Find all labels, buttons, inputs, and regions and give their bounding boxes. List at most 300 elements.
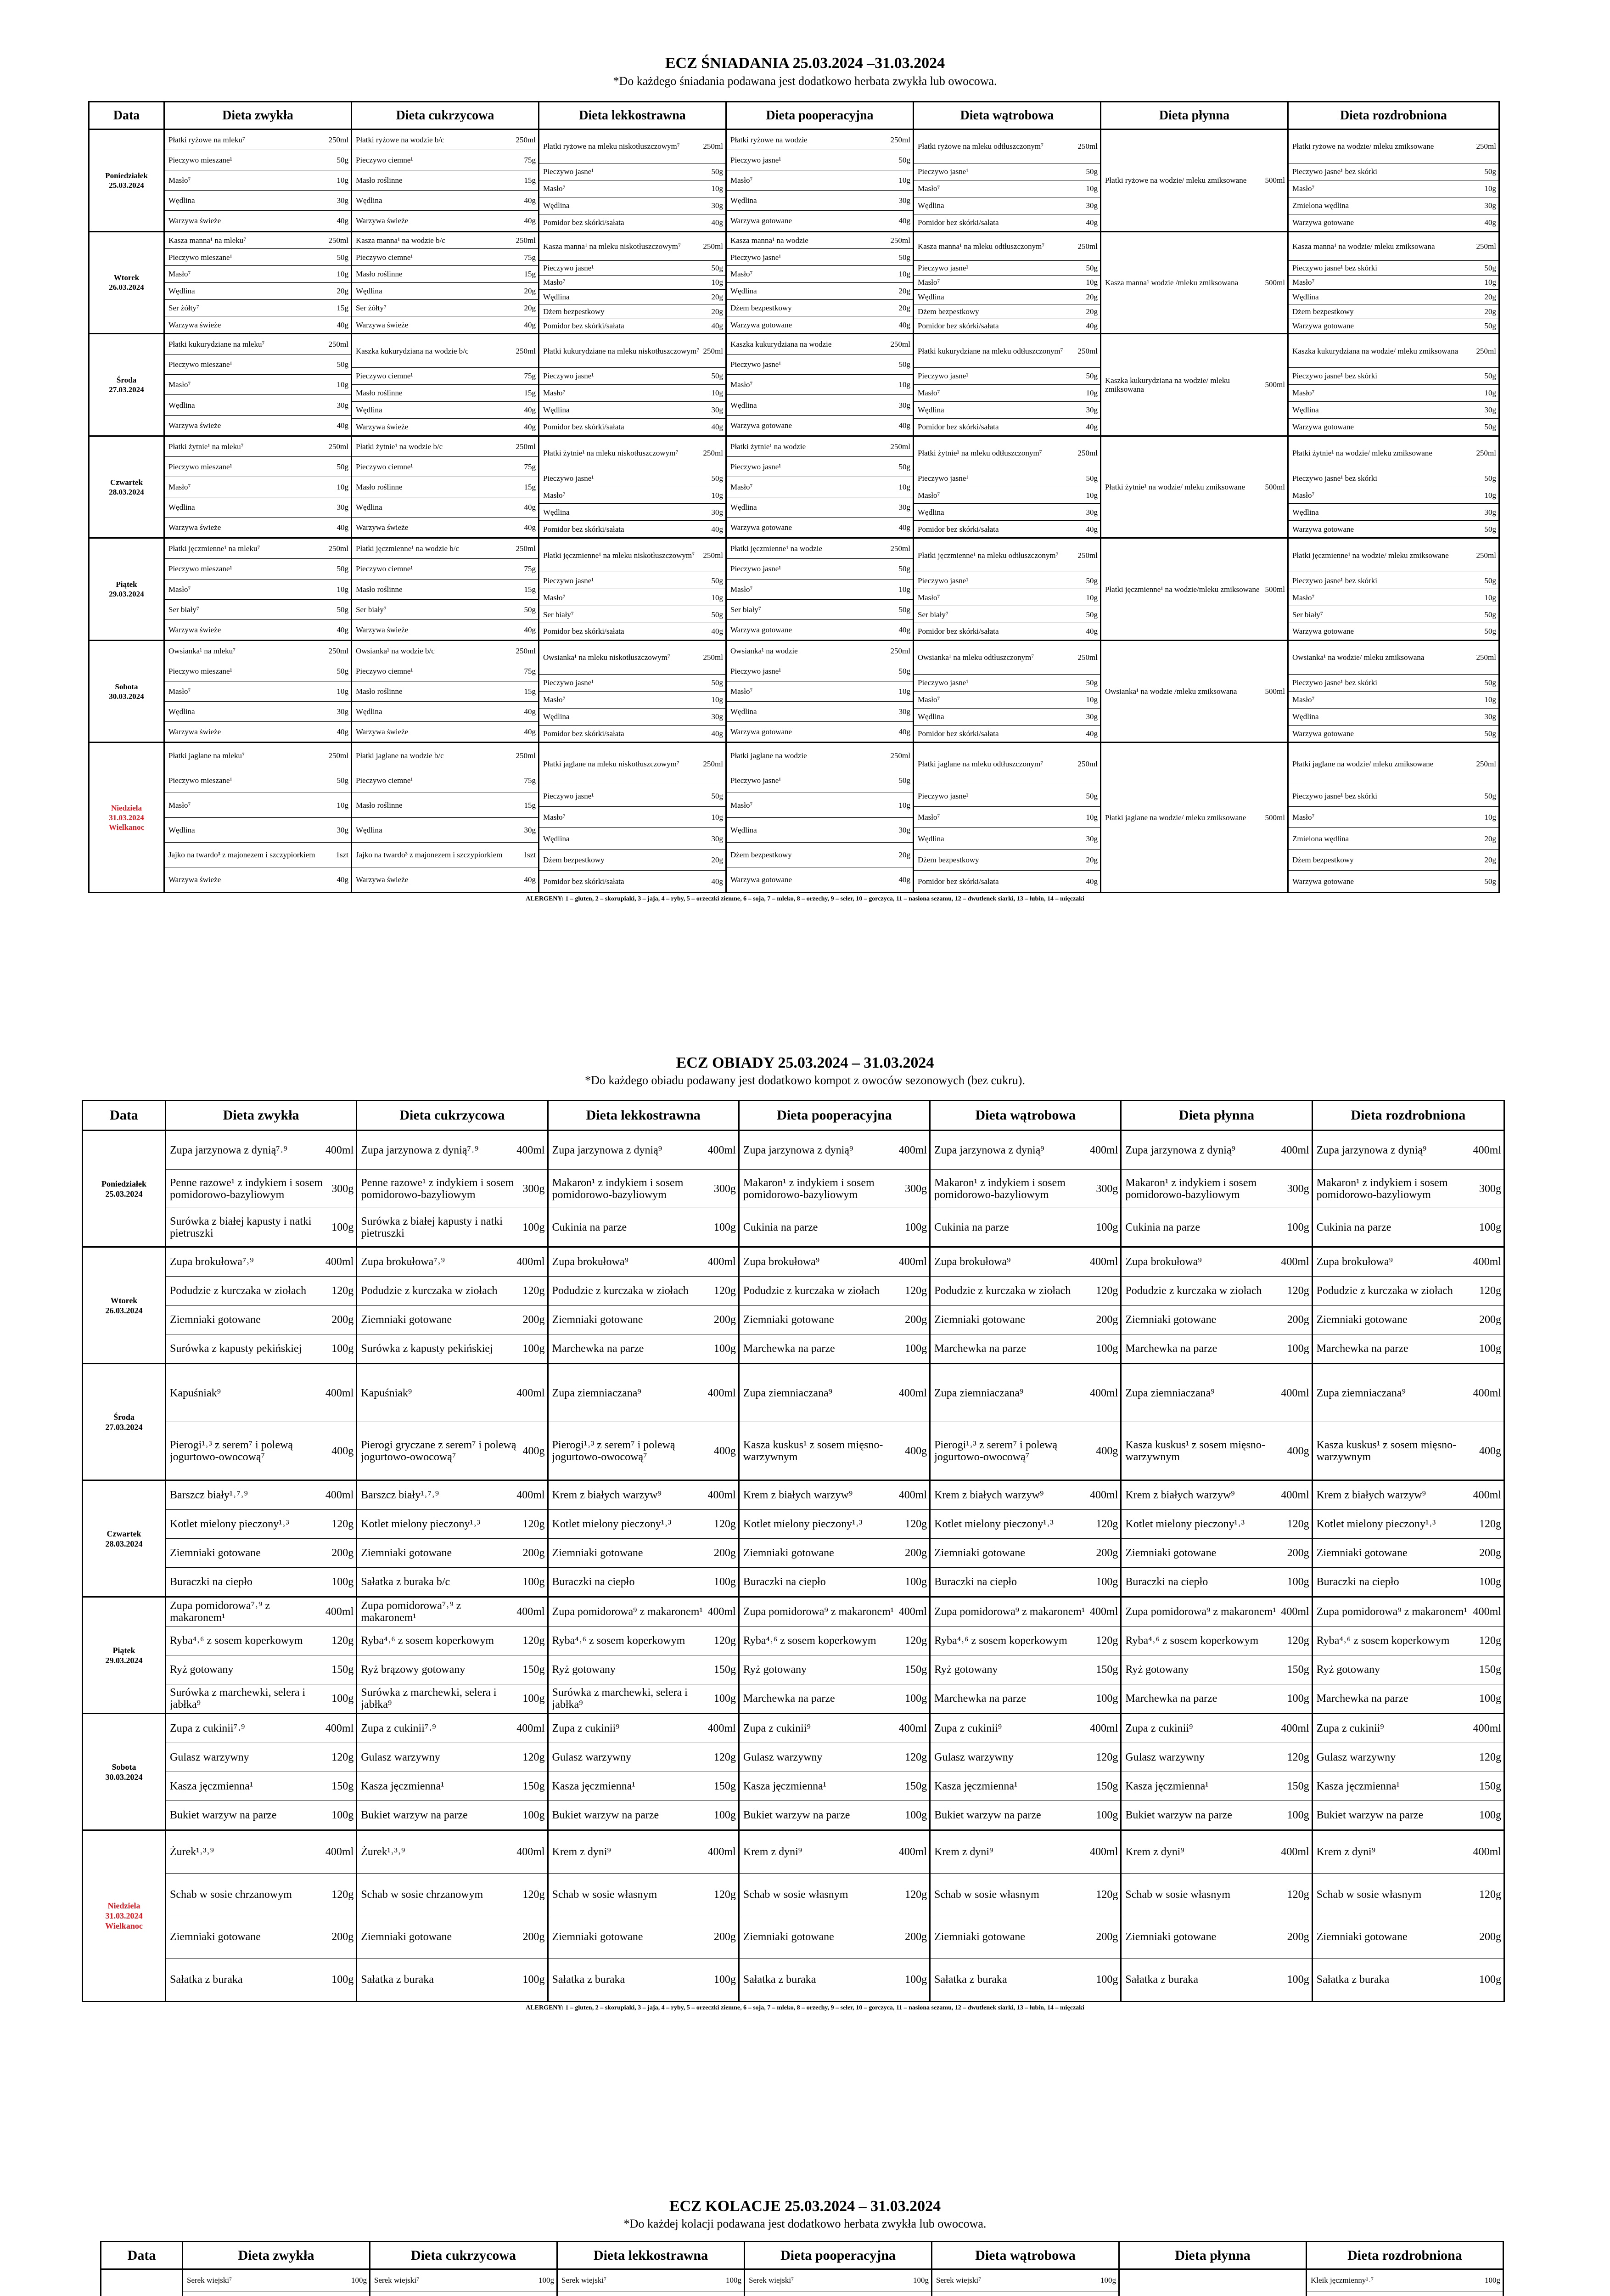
menu-item bbox=[549, 1305, 738, 1334]
dish-name: Dżem bezpestkowy bbox=[1292, 855, 1354, 865]
dish-name: Krem z białych warzyw⁹ bbox=[1125, 1489, 1235, 1501]
day-date: 28.03.2024 bbox=[109, 487, 144, 496]
dish-name: Barszcz biały¹˒⁷˒⁹ bbox=[169, 1489, 248, 1501]
dish-portion: 10g bbox=[898, 483, 910, 491]
dish-name: Kasza kuskus¹ z sosem mięsno-warzywnym bbox=[743, 1439, 883, 1463]
dish-name: Gulasz warzywny bbox=[1125, 1751, 1205, 1763]
dish-name: Zupa brokułowa⁹ bbox=[552, 1256, 628, 1268]
menu-cell-zwykla bbox=[164, 436, 352, 538]
menu-item bbox=[1289, 304, 1498, 319]
dish-portion: 20g bbox=[1484, 855, 1496, 865]
menu-cell-cukrzycowa bbox=[352, 436, 539, 538]
dish-portion: 400ml bbox=[898, 1489, 927, 1501]
dish-name: Masło⁷ bbox=[918, 491, 940, 500]
dish-name: Warzywa świeże bbox=[168, 320, 221, 329]
menu-item bbox=[165, 437, 351, 456]
menu-item bbox=[740, 1772, 929, 1801]
dish-portion: 250ml bbox=[703, 242, 723, 251]
menu-item-list bbox=[1289, 641, 1498, 742]
dish-portion: 15g bbox=[337, 304, 348, 313]
menu-item bbox=[165, 415, 351, 435]
menu-item-list bbox=[539, 539, 725, 640]
dish-name: Pieczywo jasne¹ bbox=[918, 474, 969, 483]
dish-name: Masło⁷ bbox=[730, 687, 753, 696]
day-cell bbox=[89, 129, 164, 232]
dish-portion: 250ml bbox=[1077, 760, 1098, 769]
dish-name: Kapuśniak⁹ bbox=[169, 1387, 221, 1399]
menu-item bbox=[357, 1801, 547, 1829]
menu-item bbox=[549, 1131, 738, 1169]
dish-name: Masło⁷ bbox=[168, 585, 191, 594]
menu-item-list bbox=[1313, 1714, 1503, 1829]
menu-item-list bbox=[357, 1831, 547, 2001]
dish-portion: 500ml bbox=[1265, 687, 1285, 696]
menu-item bbox=[1289, 163, 1498, 180]
menu-item bbox=[352, 701, 538, 721]
dish-portion: 15g bbox=[524, 687, 536, 696]
dish-name: Masło⁷ bbox=[1292, 813, 1315, 822]
dish-portion: 120g bbox=[1287, 1888, 1309, 1901]
dish-portion: 120g bbox=[1287, 1635, 1309, 1647]
menu-cell-plynna bbox=[1121, 1131, 1312, 1247]
menu-cell-cukrzycowa bbox=[357, 1131, 548, 1247]
menu-cell-cukrzycowa bbox=[352, 129, 539, 232]
dish-portion: 100g bbox=[905, 1576, 927, 1588]
menu-cell-zwykla bbox=[165, 1131, 356, 1247]
dish-portion: 40g bbox=[711, 218, 723, 227]
dish-portion: 100g bbox=[331, 1974, 354, 1986]
menu-item bbox=[352, 265, 538, 282]
dish-name: Pieczywo ciemne¹ bbox=[356, 371, 413, 381]
menu-item bbox=[1122, 1684, 1311, 1713]
dish-name: Kasza kuskus¹ z sosem mięsno-warzywnym bbox=[1316, 1439, 1457, 1463]
dish-portion: 150g bbox=[331, 1664, 354, 1676]
dish-portion: 400ml bbox=[1473, 1489, 1501, 1501]
menu-cell-zwykla bbox=[165, 1597, 356, 1714]
day-date: 26.03.2024 bbox=[109, 283, 144, 292]
menu-item bbox=[1289, 418, 1498, 435]
dish-name: Pieczywo jasne¹ bbox=[543, 474, 594, 483]
menu-cell-cukrzycowa bbox=[357, 1364, 548, 1480]
dish-name: Podudzie z kurczaka w ziołach bbox=[1316, 1285, 1453, 1297]
menu-item bbox=[1101, 641, 1287, 742]
dish-name: Bukiet warzyw na parze bbox=[743, 1809, 850, 1821]
dish-name: Gulasz warzywny bbox=[743, 1751, 823, 1763]
menu-item bbox=[1289, 437, 1498, 470]
dish-name: Makaron¹ z indykiem i sosem pomidorowo-bazyliowym bbox=[1316, 1176, 1448, 1201]
menu-cell-pooperacyjna bbox=[726, 129, 914, 232]
menu-item bbox=[727, 497, 913, 517]
dish-name: Bukiet warzyw na parze bbox=[552, 1809, 659, 1821]
dish-portion: 100g bbox=[726, 2276, 741, 2285]
dish-name: Masło⁷ bbox=[918, 388, 940, 398]
dish-portion: 250ml bbox=[890, 442, 910, 451]
menu-cell-lekkostrawna bbox=[539, 743, 726, 893]
menu-item bbox=[931, 1714, 1120, 1743]
dish-portion: 400ml bbox=[516, 1846, 545, 1858]
dish-name: Pomidor bez skórki/sałata bbox=[543, 422, 624, 432]
dish-portion: 40g bbox=[711, 729, 723, 738]
menu-item bbox=[549, 1481, 738, 1509]
menu-item bbox=[357, 1364, 547, 1422]
header-dieta-cukrzycowa: Dieta cukrzycowa bbox=[370, 2242, 557, 2269]
dish-name: Owsianka¹ na wodzie bbox=[730, 646, 798, 655]
dish-name: Pierogi¹˒³ z serem⁷ i polewą jogurtowo-owocową⁷ bbox=[552, 1439, 675, 1463]
menu-item bbox=[914, 163, 1100, 180]
dish-name: Wędlina bbox=[168, 503, 195, 512]
dish-name: Bukiet warzyw na parze bbox=[361, 1809, 468, 1821]
dish-name: Marchewka na parze bbox=[743, 1693, 835, 1705]
dish-name: Masło⁷ bbox=[543, 184, 566, 193]
menu-item bbox=[914, 401, 1100, 418]
day-date: 31.03.2024 bbox=[105, 1911, 143, 1920]
menu-item-list bbox=[1122, 1598, 1311, 1713]
menu-item bbox=[549, 1248, 738, 1276]
dish-name: Pomidor bez skórki/sałata bbox=[918, 524, 999, 534]
header-row bbox=[89, 102, 1499, 129]
dish-portion: 400ml bbox=[898, 1387, 927, 1399]
menu-cell-plynna bbox=[1119, 2269, 1307, 2296]
menu-item bbox=[740, 1655, 929, 1684]
dish-portion: 30g bbox=[1086, 712, 1098, 721]
dish-portion: 20g bbox=[524, 287, 536, 296]
dish-name: Ziemniaki gotowane bbox=[743, 1547, 834, 1559]
dish-portion: 120g bbox=[522, 1285, 545, 1297]
menu-item bbox=[165, 661, 351, 681]
menu-item-list bbox=[183, 2270, 369, 2296]
dish-name: Masło roślinne bbox=[356, 800, 403, 810]
dish-name: Marchewka na parze bbox=[934, 1693, 1026, 1705]
dish-name: Gulasz warzywny bbox=[169, 1751, 249, 1763]
dish-portion: 250ml bbox=[516, 442, 536, 451]
dish-portion: 250ml bbox=[1476, 346, 1496, 355]
menu-item bbox=[549, 1714, 738, 1743]
menu-item bbox=[914, 725, 1100, 742]
dish-portion: 250ml bbox=[516, 544, 536, 553]
dish-portion: 100g bbox=[713, 1221, 736, 1233]
dish-portion: 400ml bbox=[707, 1722, 736, 1734]
day-cell bbox=[83, 1131, 166, 1247]
dish-name: Zupa jarzynowa z dynią⁹ bbox=[552, 1144, 662, 1156]
menu-item bbox=[357, 1248, 547, 1276]
menu-item-list bbox=[549, 1364, 738, 1480]
menu-item bbox=[727, 558, 913, 579]
dish-portion: 250ml bbox=[1077, 242, 1098, 251]
menu-item bbox=[931, 1481, 1120, 1509]
dish-name: Buraczki na ciepło bbox=[1316, 1576, 1399, 1588]
header-dieta-zwykla: Dieta zwykła bbox=[164, 102, 352, 129]
menu-item-list bbox=[352, 539, 538, 640]
dish-name: Sałatka z buraka bbox=[934, 1974, 1007, 1986]
dish-portion: 20g bbox=[1086, 855, 1098, 865]
dish-portion: 400ml bbox=[1281, 1606, 1309, 1618]
dish-name: Makaron¹ z indykiem i sosem pomidorowo-bazyliowym bbox=[1125, 1176, 1257, 1201]
day-name: Piątek bbox=[112, 1645, 135, 1655]
dish-portion: 10g bbox=[898, 800, 910, 810]
dish-portion: 40g bbox=[898, 625, 910, 634]
day-row bbox=[101, 2269, 1503, 2296]
dish-name: Dżem bezpestkowy bbox=[1292, 307, 1354, 316]
dish-portion: 400ml bbox=[1281, 1144, 1309, 1156]
menu-item bbox=[352, 842, 538, 867]
menu-item bbox=[1122, 1598, 1311, 1626]
menu-item bbox=[1313, 1169, 1503, 1208]
menu-item bbox=[1289, 539, 1498, 572]
dish-portion: 400ml bbox=[707, 1256, 736, 1268]
menu-item-list bbox=[1101, 334, 1287, 435]
menu-item bbox=[352, 130, 538, 150]
menu-item bbox=[165, 477, 351, 497]
dish-portion: 100g bbox=[331, 1576, 354, 1588]
menu-item bbox=[165, 170, 351, 190]
dish-portion: 500ml bbox=[1265, 813, 1285, 822]
dish-name: Kasza manna¹ na mleku⁷ bbox=[168, 236, 247, 245]
menu-item bbox=[165, 619, 351, 640]
menu-cell-watrobowa bbox=[930, 1714, 1121, 1830]
dish-name: Krem z dyni⁹ bbox=[1316, 1846, 1376, 1858]
dish-portion: 400ml bbox=[516, 1722, 545, 1734]
dish-name: Pieczywo jasne¹ bez skórki bbox=[1292, 167, 1377, 176]
dish-portion: 30g bbox=[1484, 507, 1496, 517]
day-cell bbox=[83, 1597, 166, 1714]
menu-item bbox=[1122, 1305, 1311, 1334]
day-cell bbox=[83, 1364, 166, 1480]
dish-name: Kotlet mielony pieczony¹˒³ bbox=[361, 1518, 480, 1530]
dish-portion: 10g bbox=[1484, 184, 1496, 193]
header-dieta-zwykla: Dieta zwykła bbox=[165, 1101, 356, 1131]
dish-name: Pieczywo jasne¹ bbox=[543, 678, 594, 687]
menu-cell-pooperacyjna bbox=[739, 1364, 930, 1480]
menu-item-list bbox=[166, 1714, 356, 1829]
menu-cell-zwykla bbox=[165, 1480, 356, 1597]
menu-item bbox=[352, 768, 538, 793]
dish-name: Zupa brokułowa⁹ bbox=[934, 1256, 1011, 1268]
menu-item bbox=[539, 708, 725, 725]
menu-item-list bbox=[549, 1248, 738, 1363]
dish-name: Podudzie z kurczaka w ziołach bbox=[169, 1285, 307, 1297]
dish-portion: 100g bbox=[1287, 1809, 1309, 1821]
dish-name: Cukinia na parze bbox=[743, 1221, 818, 1233]
dish-name: Pieczywo jasne¹ bez skórki bbox=[1292, 791, 1377, 800]
dish-name: Zupa pomidorowa⁹ z makaronem¹ bbox=[1125, 1606, 1276, 1618]
menu-item-list bbox=[1101, 641, 1287, 742]
dish-portion: 150g bbox=[1479, 1780, 1501, 1792]
menu-item bbox=[727, 619, 913, 640]
day-name: Sobota bbox=[112, 1762, 136, 1772]
dish-name: Pieczywo jasne¹ bbox=[730, 667, 781, 676]
dish-portion: 100g bbox=[713, 1809, 736, 1821]
menu-item bbox=[1313, 1684, 1503, 1713]
dish-name: Warzywa świeże bbox=[356, 875, 409, 884]
menu-item bbox=[740, 1743, 929, 1772]
dish-name: Warzywa gotowane bbox=[730, 216, 792, 225]
menu-item bbox=[352, 418, 538, 435]
dish-name: Owsianka¹ na mleku⁷ bbox=[168, 646, 236, 655]
dish-portion: 400ml bbox=[707, 1606, 736, 1618]
menu-item bbox=[931, 1743, 1120, 1772]
menu-item bbox=[539, 401, 725, 418]
menu-item bbox=[165, 842, 351, 867]
menu-cell-cukrzycowa bbox=[357, 1830, 548, 2002]
dish-name: Marchewka na parze bbox=[1316, 1343, 1408, 1355]
dish-portion: 400ml bbox=[516, 1387, 545, 1399]
menu-cell-cukrzycowa bbox=[352, 334, 539, 436]
menu-item-list bbox=[1289, 539, 1498, 640]
dish-portion: 250ml bbox=[328, 751, 348, 760]
dish-portion: 150g bbox=[713, 1780, 736, 1792]
menu-item-list bbox=[931, 1598, 1120, 1713]
menu-item bbox=[165, 394, 351, 415]
dish-portion: 300g bbox=[905, 1182, 927, 1195]
dish-portion: 250ml bbox=[890, 135, 910, 145]
menu-item-list bbox=[740, 1831, 929, 2001]
dish-portion: 30g bbox=[1086, 201, 1098, 210]
dish-portion: 400ml bbox=[516, 1606, 545, 1618]
day-cell bbox=[89, 640, 164, 743]
dish-portion: 120g bbox=[905, 1888, 927, 1901]
dish-portion: 50g bbox=[337, 776, 348, 785]
dish-portion: 200g bbox=[331, 1314, 354, 1326]
dish-portion: 20g bbox=[711, 307, 723, 316]
dish-portion: 100g bbox=[713, 1576, 736, 1588]
menu-item bbox=[549, 1743, 738, 1772]
menu-item-list bbox=[352, 437, 538, 538]
menu-item bbox=[166, 1334, 356, 1363]
dish-portion: 300g bbox=[331, 1182, 354, 1195]
dish-name: Gulasz warzywny bbox=[552, 1751, 632, 1763]
dish-name: Zupa ziemniaczana⁹ bbox=[552, 1387, 641, 1399]
menu-item bbox=[914, 289, 1100, 304]
dish-portion: 200g bbox=[905, 1931, 927, 1943]
menu-item bbox=[931, 1626, 1120, 1655]
day-row bbox=[89, 538, 1499, 641]
menu-item bbox=[740, 1626, 929, 1655]
menu-item bbox=[539, 623, 725, 640]
dish-name: Płatki jaglane na wodzie/ mleku zmiksowane bbox=[1292, 760, 1434, 769]
menu-cell-lekkostrawna bbox=[539, 640, 726, 743]
dish-portion: 400ml bbox=[516, 1256, 545, 1268]
dish-name: Wędlina bbox=[356, 405, 382, 415]
dish-portion: 10g bbox=[898, 380, 910, 389]
dish-portion: 100g bbox=[1287, 1693, 1309, 1705]
menu-cell-zwykla bbox=[164, 640, 352, 743]
dish-name: Dżem bezpestkowy bbox=[543, 307, 605, 316]
day-cell bbox=[83, 1247, 166, 1364]
menu-item bbox=[549, 1509, 738, 1538]
dish-name: Kaszka kukurydziana na wodzie b/c bbox=[356, 346, 469, 355]
dish-name: Płatki ryżowe na mleku niskotłuszczowym⁷ bbox=[543, 142, 680, 151]
dish-name: Wędlina bbox=[543, 405, 570, 415]
menu-item bbox=[740, 1131, 929, 1169]
menu-item bbox=[1289, 589, 1498, 606]
menu-item bbox=[183, 2291, 369, 2296]
menu-cell-lekkostrawna bbox=[539, 129, 726, 232]
menu-item bbox=[727, 579, 913, 599]
dish-portion: 200g bbox=[1096, 1314, 1118, 1326]
menu-item bbox=[727, 661, 913, 681]
dish-portion: 100g bbox=[1096, 1693, 1118, 1705]
menu-item bbox=[357, 1831, 547, 1873]
dish-name: Masło⁷ bbox=[918, 813, 940, 822]
menu-item bbox=[166, 1481, 356, 1509]
dish-name: Owsianka¹ na wodzie /mleku zmiksowana bbox=[1105, 687, 1237, 696]
day-name: Środa bbox=[113, 1412, 135, 1422]
dish-portion: 10g bbox=[1086, 388, 1098, 398]
dish-name: Pieczywo jasne¹ bez skórki bbox=[1292, 576, 1377, 585]
menu-item bbox=[357, 1743, 547, 1772]
dish-name: Zupa pomidorowa⁹ z makaronem¹ bbox=[743, 1606, 894, 1618]
menu-item-list bbox=[1101, 232, 1287, 333]
dish-portion: 400ml bbox=[325, 1387, 354, 1399]
dish-name: Serek wiejski⁷ bbox=[187, 2276, 232, 2285]
dish-name: Wędlina bbox=[730, 825, 757, 834]
menu-item bbox=[931, 1598, 1120, 1626]
header-dieta-cukrzycowa: Dieta cukrzycowa bbox=[352, 102, 539, 129]
menu-cell-pooperacyjna bbox=[739, 1714, 930, 1830]
dish-name: Płatki żytnie¹ na mleku odtłuszczonym⁷ bbox=[918, 449, 1042, 458]
day-cell bbox=[101, 2269, 183, 2296]
menu-item bbox=[1289, 503, 1498, 520]
menu-item bbox=[727, 210, 913, 231]
dish-portion: 250ml bbox=[516, 346, 536, 355]
dish-portion: 400ml bbox=[1281, 1846, 1309, 1858]
dish-name: Serek wiejski⁷ bbox=[749, 2276, 794, 2285]
menu-item bbox=[914, 849, 1100, 871]
menu-item bbox=[1122, 1276, 1311, 1305]
menu-cell-pooperacyjna bbox=[739, 1597, 930, 1714]
dish-portion: 500ml bbox=[1265, 380, 1285, 389]
dish-name: Warzywa gotowane bbox=[730, 523, 792, 532]
dish-name: Ziemniaki gotowane bbox=[169, 1314, 261, 1326]
dish-name: Kasza kuskus¹ z sosem mięsno-warzywnym bbox=[1125, 1439, 1265, 1463]
dish-name: Surówka z kapusty pekińskiej bbox=[361, 1343, 493, 1355]
dish-portion: 40g bbox=[337, 421, 348, 430]
dish-portion: 40g bbox=[524, 625, 536, 634]
dish-name: Wędlina bbox=[543, 712, 570, 721]
menu-item bbox=[727, 701, 913, 721]
menu-cell-plynna bbox=[1101, 538, 1288, 641]
dish-name: Schab w sosie własnym bbox=[1316, 1888, 1422, 1901]
dish-portion: 200g bbox=[1096, 1547, 1118, 1559]
dish-name: Ryba⁴˒⁶ z sosem koperkowym bbox=[934, 1635, 1067, 1647]
dish-portion: 400ml bbox=[1090, 1256, 1118, 1268]
dish-portion: 120g bbox=[1479, 1285, 1501, 1297]
dish-portion: 20g bbox=[898, 850, 910, 859]
menu-cell-lekkostrawna bbox=[548, 1830, 739, 2002]
menu-item bbox=[357, 1916, 547, 1958]
menu-item bbox=[165, 517, 351, 537]
menu-item bbox=[931, 1334, 1120, 1363]
dish-name: Schab w sosie własnym bbox=[934, 1888, 1039, 1901]
menu-item bbox=[352, 743, 538, 767]
menu-item bbox=[745, 2270, 931, 2291]
dish-portion: 40g bbox=[524, 196, 536, 205]
dish-name: Pieczywo mieszane¹ bbox=[168, 667, 232, 676]
menu-item bbox=[549, 1772, 738, 1801]
dish-name: Schab w sosie własnym bbox=[1125, 1888, 1231, 1901]
menu-item bbox=[1122, 1626, 1311, 1655]
dish-portion: 40g bbox=[1484, 218, 1496, 227]
menu-item bbox=[1313, 1538, 1503, 1567]
dish-name: Zupa pomidorowa⁹ z makaronem¹ bbox=[552, 1606, 703, 1618]
dish-portion: 100g bbox=[522, 1576, 545, 1588]
menu-item-list bbox=[549, 1481, 738, 1596]
dish-name: Sałatka z buraka b/c bbox=[361, 1576, 450, 1588]
dish-portion: 100g bbox=[1287, 1974, 1309, 1986]
dish-portion: 15g bbox=[524, 483, 536, 491]
dish-name: Kotlet mielony pieczony¹˒³ bbox=[169, 1518, 289, 1530]
header-dieta-watrobowa: Dieta wątrobowa bbox=[914, 102, 1101, 129]
